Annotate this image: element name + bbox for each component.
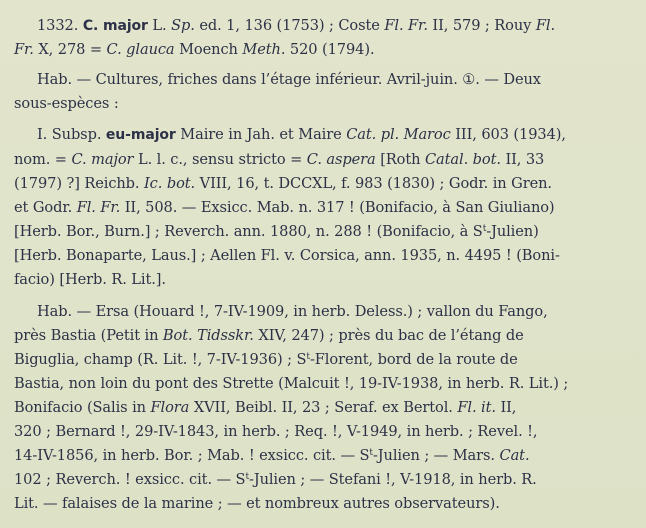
loc-line-4: Bastia, non loin du pont des Strette (Malcuit !, 19-IV-1938, in herb. R. Lit.) ;	[14, 375, 569, 392]
subsp-line-4: et Godr. Fl. Fr. II, 508. — Exsicc. Mab. n. 317 ! (Bonifacio, à San Giuliano)	[14, 199, 555, 216]
synonym-name: C. glauca	[106, 41, 175, 58]
loc-line-3: Biguglia, champ (R. Lit. !, 7-IV-1936) ; $S^t$-Florent, bord de la route de	[14, 351, 518, 368]
subsp-line-1: I. Subsp. eu-major Maire in Jah. et Maire Cat. pl. Maroc III, 603 (1934),	[37, 126, 566, 143]
loc-line-6: 320 ; Bernard !, 29-IV-1843, in herb. ; Req. !, V-1949, in herb. ; Revel. !,	[14, 423, 538, 440]
subsp-line-5: [Herb. Bor., Burn.] ; Reverch. ann. 1880, n. 288 ! (Bonifacio, à $S^t-Julien$)	[14, 223, 539, 240]
loc-line-8: 102 ; Reverch. ! exsicc. cit. — $S^t$-Julien ; — Stefani !, V-1918, in herb. R.	[14, 471, 537, 488]
loc-line-5: Bonifacio (Salis in Flora XVII, Beibl. II, 23 ; Seraf. ex Bertol. Fl. it. II,	[14, 399, 517, 416]
species-name: C. major	[82, 18, 148, 34]
habitat-line-1: Hab. — Cultures, friches dans l’étage inférieur. Avril-juin. ①. — Deux	[37, 71, 541, 88]
loc-line-9: Lit. — falaises de la marine ; — et nombreux autres observateurs).	[14, 495, 500, 512]
habitat-line-2: sous-espèces :	[14, 95, 119, 112]
loc-line-2: près Bastia (Petit in Bot. Tidsskr. XIV, 247) ; près du bac de l’étang de	[14, 327, 524, 344]
entry-number: 1332.	[37, 17, 79, 34]
subspecies-name: eu-major	[105, 127, 176, 143]
subsp-line-7: facio) [Herb. R. Lit.].	[14, 271, 166, 288]
entry-line-1: 1332. C. major L. Sp. ed. 1, 136 (1753) ; Coste Fl. Fr. II, 579 ; Rouy Fl.	[37, 17, 555, 34]
subsp-line-3: (1797) ?] Reichb. Ic. bot. VIII, 16, t. DCCXL, f. 983 (1830) ; Godr. in Gren.	[14, 175, 552, 192]
loc-line-7: 14-IV-1856, in herb. Bor. ; Mab. ! exsicc. cit. — $S^t$-Julien ; — Mars. Cat.	[14, 447, 530, 464]
loc-line-1: Hab. — Ersa (Houard !, 7-IV-1909, in herb. Deless.) ; vallon du Fango,	[37, 303, 548, 320]
subsp-line-6: [Herb. Bonaparte, Laus.] ; Aellen Fl. v. Corsica, ann. 1935, n. 4495 ! (Boni-	[14, 247, 560, 264]
subsp-line-2: nom. = C. major L. l. c., sensu stricto = C. aspera [Roth Catal. bot. II, 33	[14, 151, 545, 168]
entry-line-2: Fr. X, 278 = C. glauca Moench Meth. 520 (1794).	[14, 41, 375, 58]
